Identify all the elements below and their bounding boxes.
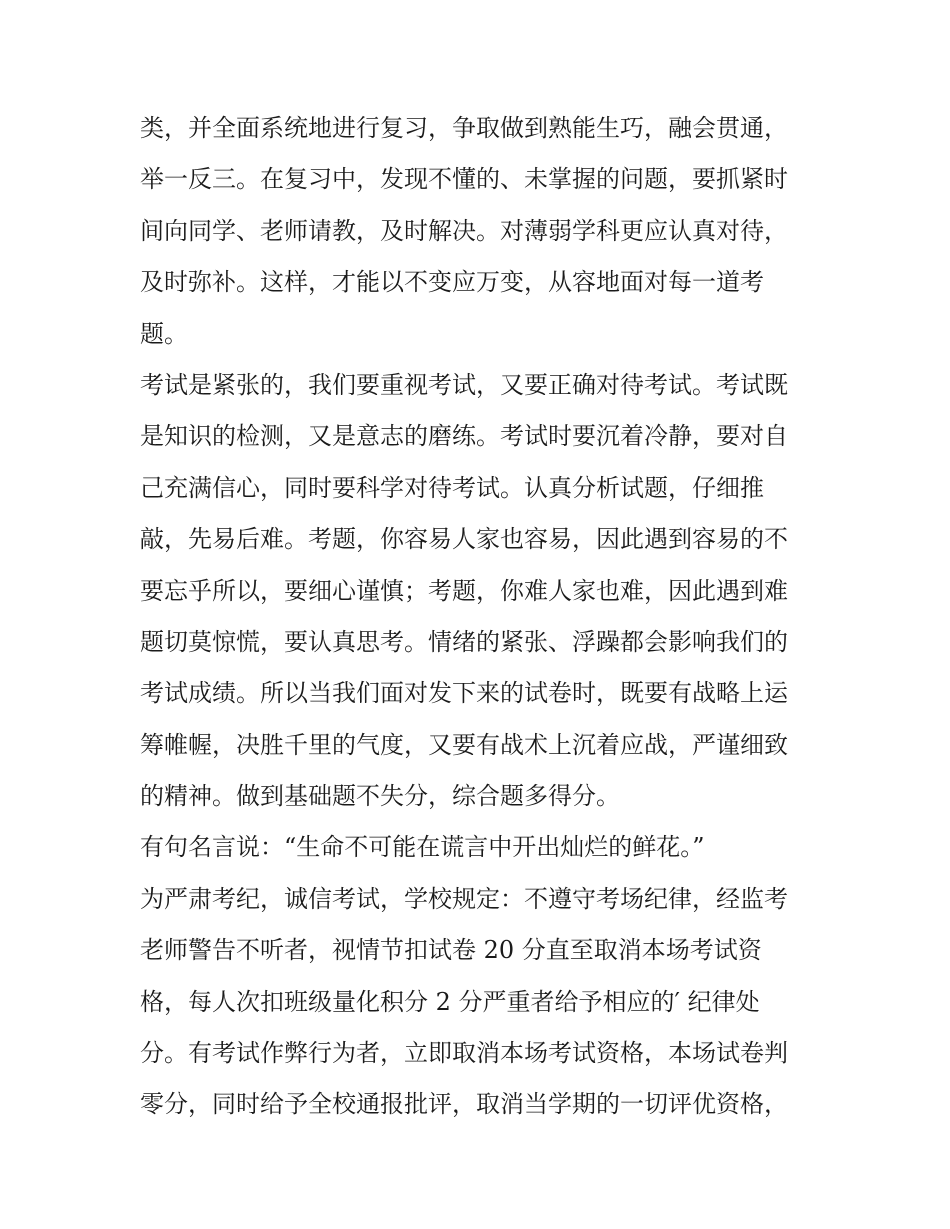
text-line: 为严肃考纪，诚信考试，学校规定：不遵守考场纪律，经监考: [140, 884, 788, 913]
text-line: 分。有考试作弊行为者，立即取消本场考试资格，本场试卷判: [140, 1039, 788, 1068]
text-line: 格，每人次扣班级量化积分 2 分严重者给予相应的′ 纪律处: [140, 987, 760, 1016]
text-line: 考试是紧张的，我们要重视考试，又要正确对待考试。考试既: [140, 370, 788, 399]
text-line: 老师警告不听者，视情节扣试卷 20 分直至取消本场考试资: [140, 936, 762, 965]
text-line: 零分，同时给予全校通报批评，取消当学期的一切评优资格，: [140, 1090, 788, 1119]
text-line: 的精神。做到基础题不失分，综合题多得分。: [140, 782, 620, 811]
text-line: 举一反三。在复习中，发现不懂的、未掌握的问题，要抓紧时: [140, 165, 788, 194]
text-line: 类，并全面系统地进行复习，争取做到熟能生巧，融会贯通，: [140, 114, 788, 142]
body-text: [140, 103, 830, 1131]
text-line: 筹帷幄，决胜千里的气度，又要有战术上沉着应战，严谨细致: [140, 730, 788, 759]
text-line: 题切莫惊慌，要认真思考。情绪的紧张、浮躁都会影响我们的: [140, 627, 788, 656]
text-line: 间向同学、老师请教，及时解决。对薄弱学科更应认真对待，: [140, 216, 788, 245]
text-line: 题。: [140, 319, 188, 348]
text-line: 己充满信心，同时要科学对待考试。认真分析试题，仔细推: [140, 473, 764, 502]
text-line: 要忘乎所以，要细心谨慎；考题，你难人家也难，因此遇到难: [140, 576, 788, 605]
text-line: 及时弥补。这样，才能以不变应万变，从容地面对每一道考: [140, 268, 764, 297]
text-line: 敲，先易后难。考题，你容易人家也容易，因此遇到容易的不: [140, 525, 788, 554]
text-line: 考试成绩。所以当我们面对发下来的试卷时，既要有战略上运: [140, 679, 788, 708]
text-line: 有句名言说：“生命不可能在谎言中开出灿烂的鲜花。”: [140, 833, 705, 862]
text-line: 是知识的检测，又是意志的磨练。考试时要沉着冷静，要对自: [140, 422, 788, 451]
